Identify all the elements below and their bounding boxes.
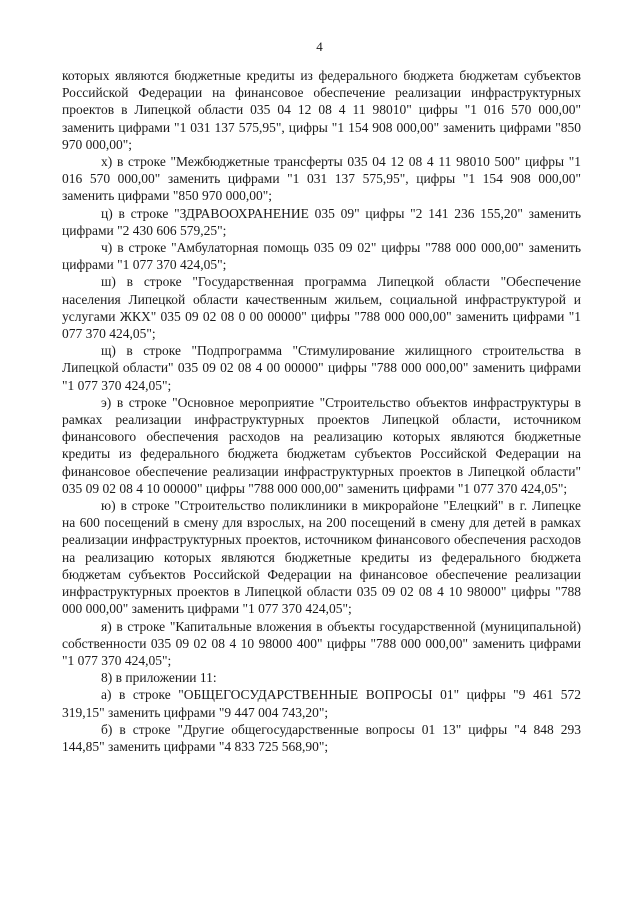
- paragraph-item-ya: я) в строке "Капитальные вложения в объекты государственной (муниципальной) собственности 035 09 02 08 4 10 98000 400" цифры "788 000 000,00" заменить цифрами "1 077 370 424,05";: [62, 618, 581, 668]
- document-body: [62, 67, 581, 755]
- paragraph-item-ch: ч) в строке "Амбулаторная помощь 035 09 02" цифры "788 000 000,00" заменить цифрами "1 077 370 424,05";: [62, 240, 581, 273]
- paragraph-item-shch: щ) в строке "Подпрограмма "Стимулирование жилищного строительства в Липецкой области" 035 09 02 08 4 00 00000" цифры "788 000 000,00" заменить цифрами "1 077 370 424,05";: [62, 343, 581, 393]
- paragraph-item-ts: ц) в строке "ЗДРАВООХРАНЕНИЕ 035 09" цифры "2 141 236 155,20" заменить цифрами "2 430 606 579,25";: [62, 205, 581, 238]
- paragraph-item-b: б) в строке "Другие общегосударственные вопросы 01 13" цифры "4 848 293 144,85" заменить цифрами "4 833 725 568,90";: [62, 721, 581, 754]
- paragraph-section-8: 8) в приложении 11:: [101, 670, 217, 686]
- paragraph-item-kh: х) в строке "Межбюджетные трансферты 035 04 12 08 4 11 98010 500" цифры "1 016 570 000,00" заменить цифрами "1 031 137 575,95", цифры "1 154 908 000,00" заменить цифрами "850 970 000,00";: [62, 154, 581, 204]
- paragraph-continuation: которых являются бюджетные кредиты из федерального бюджета бюджетам субъектов Российской Федерации на финансовое обеспечение реализации инфраструктурных проектов в Липецкой области 035 04 12 08 4 11 98010" цифры "1 016 570 000,00" заменить цифрами "1 031 137 575,95", цифры "1 154 908 000,00" заменить цифрами "850 970 000,00";: [62, 68, 581, 152]
- paragraph-item-yu: ю) в строке "Строительство поликлиники в микрорайоне "Елецкий" в г. Липецке на 600 посещений в смену для взрослых, на 200 посещений в смену для детей в рамках реализации инфраструктурных проектов, источником финансового обеспечения расходов на реализацию которых являются бюджетные кредиты из федерального бюджета бюджетам субъектов Российской Федерации на финансовое обеспечение реализации инфраструктурных проектов в Липецкой области 035 09 02 08 4 10 98000" цифры "788 000 000,00" заменить цифрами "1 077 370 424,05";: [62, 498, 581, 617]
- page-number: 4: [316, 39, 323, 54]
- paragraph-item-e: э) в строке "Основное мероприятие "Строительство объектов инфраструктуры в рамках реализации инфраструктурных проектов Липецкой области, источником финансового обеспечения расходов на реализацию которых являются бюджетные кредиты из федерального бюджета бюджетам субъектов Российской Федерации на финансовое обеспечение реализации инфраструктурных проектов в Липецкой области" 035 09 02 08 4 10 00000" цифры "788 000 000,00" заменить цифрами "1 077 370 424,05";: [62, 394, 581, 496]
- paragraph-item-sh: ш) в строке "Государственная программа Липецкой области "Обеспечение населения Липецкой области качественным жильем, социальной инфраструктурой и услугами ЖКХ" 035 09 02 08 0 00 00000" цифры "788 000 000,00" заменить цифрами "1 077 370 424,05";: [62, 274, 581, 342]
- paragraph-item-a: а) в строке "ОБЩЕГОСУДАРСТВЕННЫЕ ВОПРОСЫ 01" цифры "9 461 572 319,15" заменить цифрами "9 447 004 743,20";: [62, 687, 581, 720]
